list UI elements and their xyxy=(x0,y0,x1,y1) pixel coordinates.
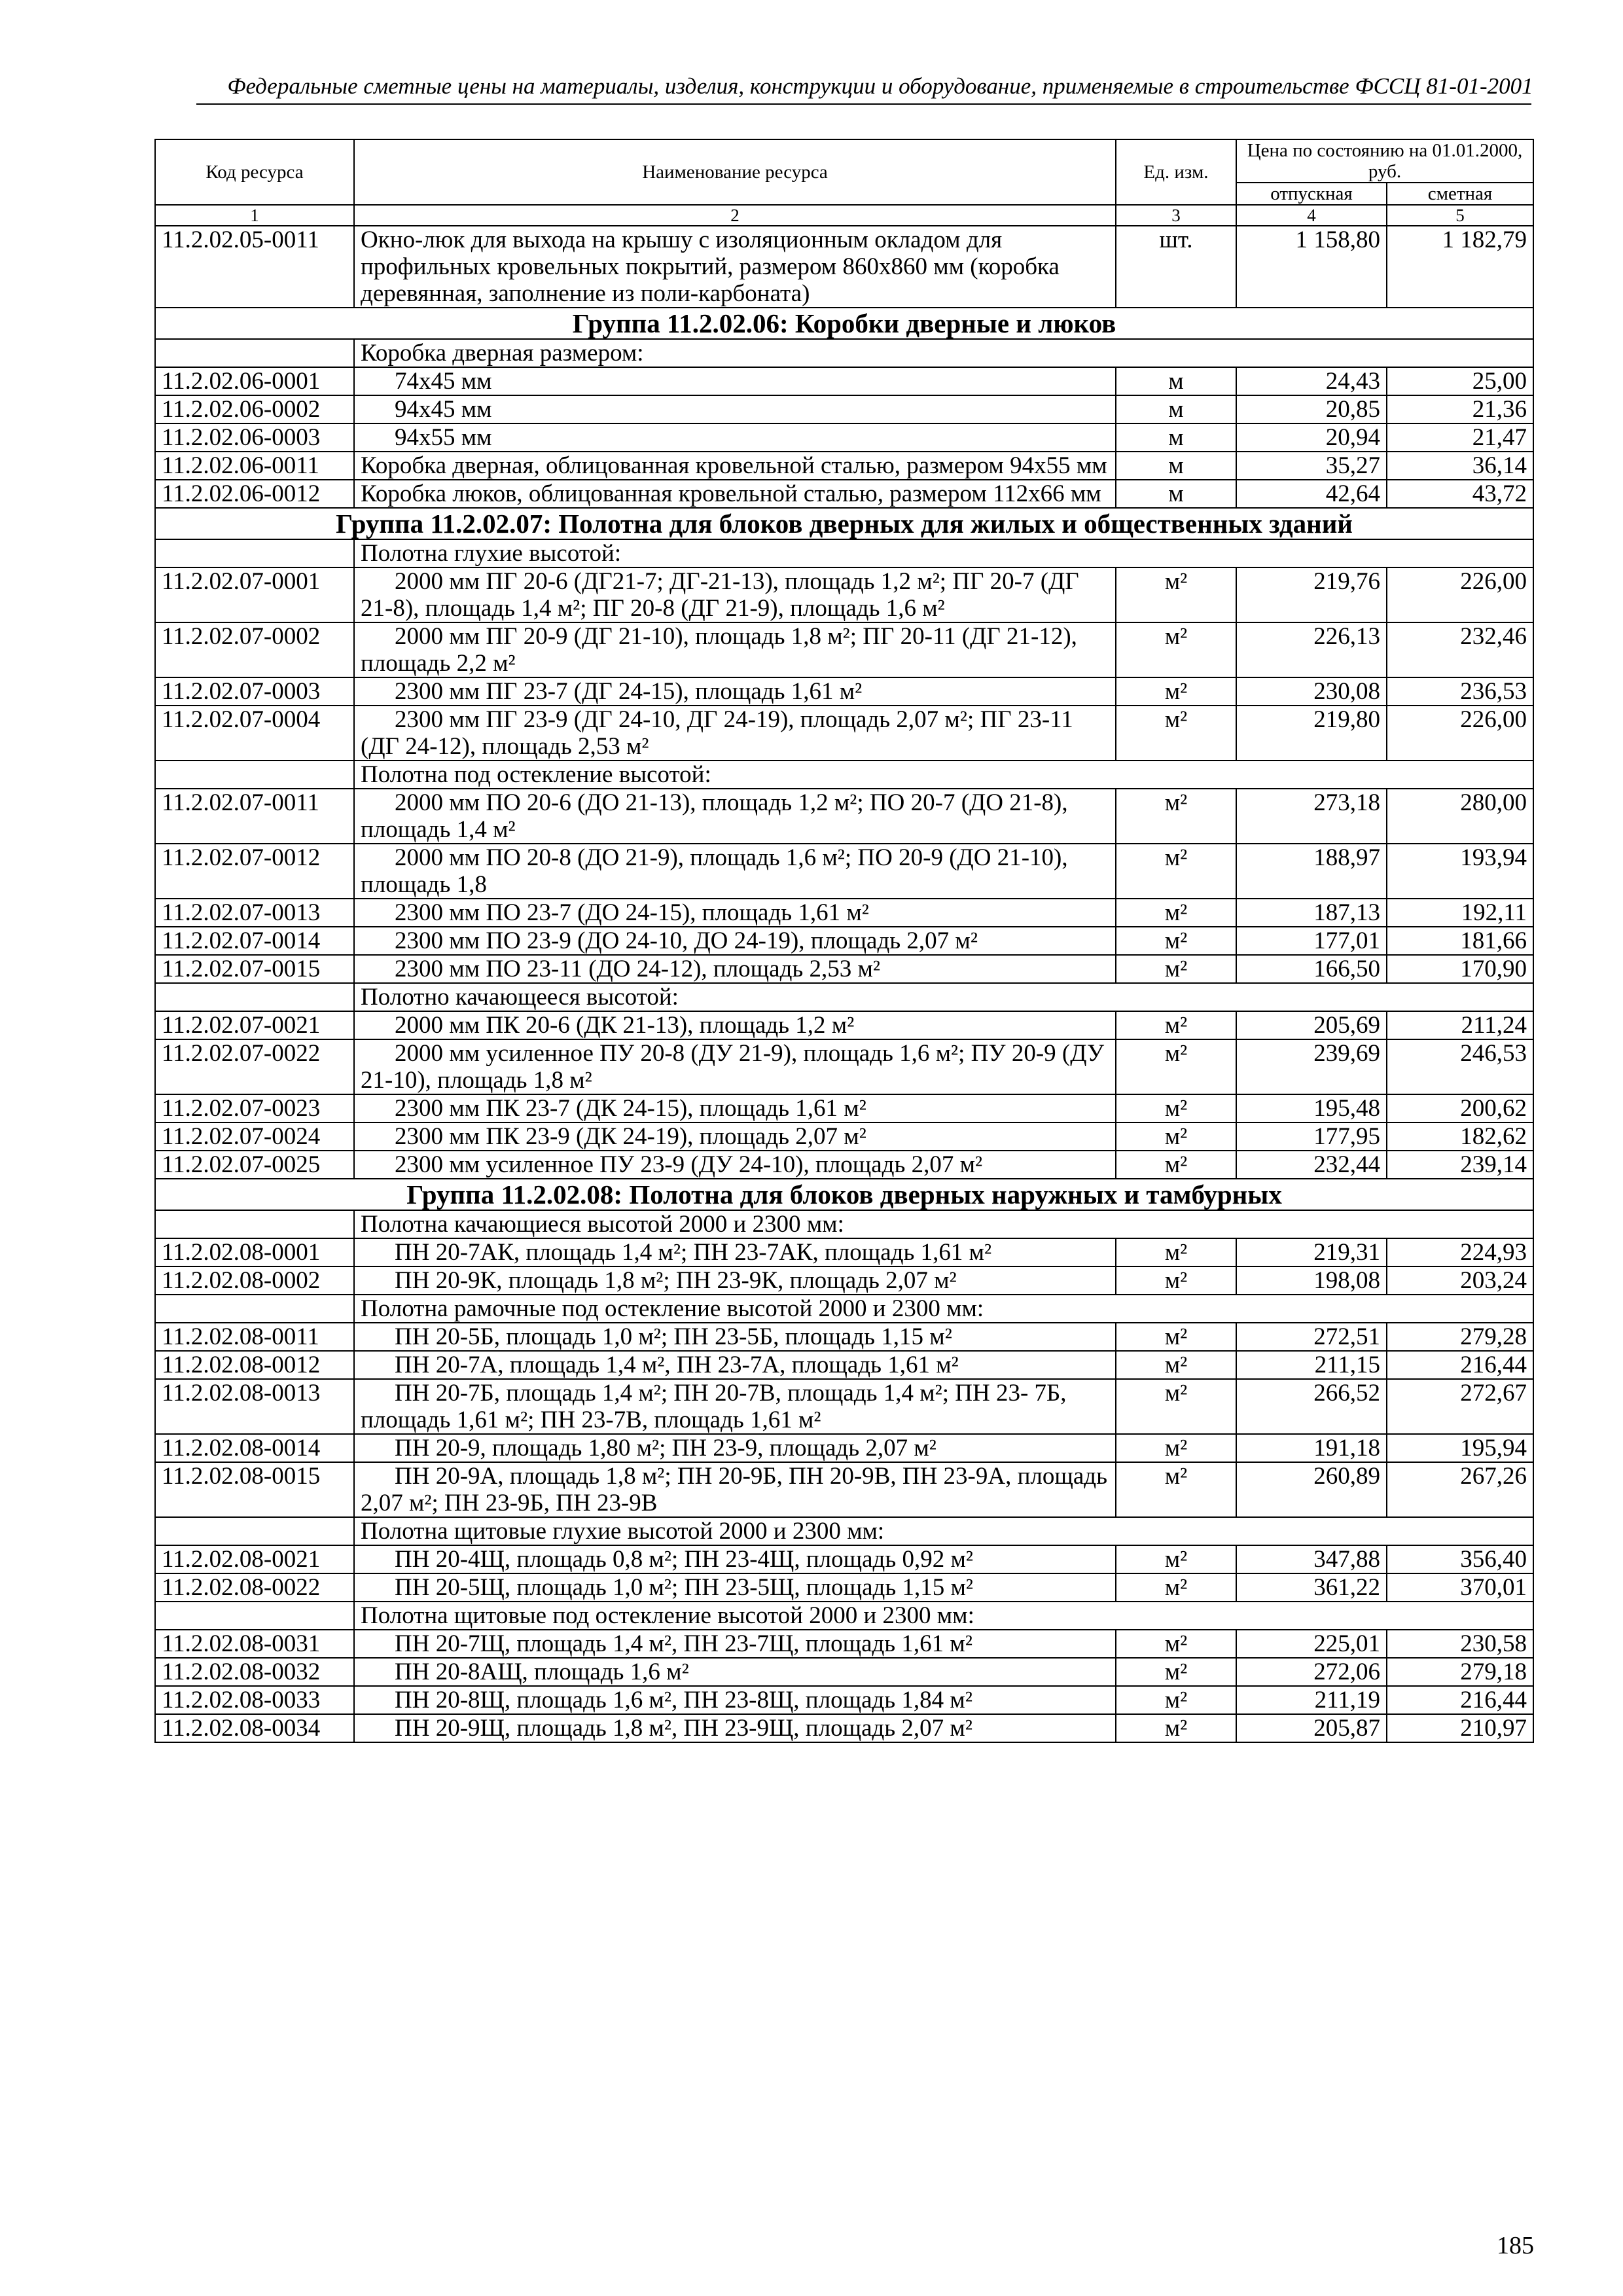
resource-name: 2300 мм ПК 23-9 (ДК 24-19), площадь 2,07 м² xyxy=(354,1122,1116,1151)
table-row xyxy=(155,1039,1533,1094)
release-price: 198,08 xyxy=(1236,1266,1387,1295)
table-row xyxy=(155,1094,1533,1122)
resource-unit: м² xyxy=(1116,1379,1236,1434)
estimate-price: 279,28 xyxy=(1387,1323,1533,1351)
release-price: 260,89 xyxy=(1236,1462,1387,1517)
resource-unit: м² xyxy=(1116,1714,1236,1742)
resource-name: 2300 мм ПГ 23-7 (ДГ 24-15), площадь 1,61 м² xyxy=(354,677,1116,706)
resource-code: 11.2.02.07-0014 xyxy=(155,927,354,955)
release-price: 35,27 xyxy=(1236,452,1387,480)
estimate-price: 267,26 xyxy=(1387,1462,1533,1517)
table-row xyxy=(155,677,1533,706)
resource-code: 11.2.02.08-0002 xyxy=(155,1266,354,1295)
release-price: 191,18 xyxy=(1236,1434,1387,1462)
estimate-price: 239,14 xyxy=(1387,1151,1533,1179)
release-price: 20,85 xyxy=(1236,395,1387,423)
empty-cell xyxy=(155,983,354,1011)
subheading-row xyxy=(155,1295,1533,1323)
estimate-price: 195,94 xyxy=(1387,1434,1533,1462)
estimate-price: 181,66 xyxy=(1387,927,1533,955)
release-price: 219,80 xyxy=(1236,706,1387,761)
estimate-price: 211,24 xyxy=(1387,1011,1533,1039)
resource-unit: м² xyxy=(1116,567,1236,622)
release-price: 24,43 xyxy=(1236,367,1387,395)
release-price: 239,69 xyxy=(1236,1039,1387,1094)
estimate-price: 36,14 xyxy=(1387,452,1533,480)
estimate-price: 226,00 xyxy=(1387,567,1533,622)
table-row xyxy=(155,1573,1533,1602)
group-header-row xyxy=(155,308,1533,339)
group-title: Группа 11.2.02.07: Полотна для блоков дверных для жилых и общественных зданий xyxy=(155,508,1533,539)
empty-cell xyxy=(155,539,354,567)
table-row xyxy=(155,899,1533,927)
resource-code: 11.2.02.07-0023 xyxy=(155,1094,354,1122)
resource-name: ПН 20-7АК, площадь 1,4 м²; ПН 23-7АК, площадь 1,61 м² xyxy=(354,1238,1116,1266)
resource-unit: м² xyxy=(1116,1094,1236,1122)
resource-unit: м xyxy=(1116,423,1236,452)
resource-unit: м² xyxy=(1116,1011,1236,1039)
estimate-price: 216,44 xyxy=(1387,1351,1533,1379)
table-row xyxy=(155,927,1533,955)
resource-unit: м² xyxy=(1116,955,1236,983)
resource-code: 11.2.02.08-0022 xyxy=(155,1573,354,1602)
release-price: 166,50 xyxy=(1236,955,1387,983)
estimate-price: 170,90 xyxy=(1387,955,1533,983)
release-price: 211,19 xyxy=(1236,1686,1387,1714)
resource-code: 11.2.02.06-0012 xyxy=(155,480,354,508)
estimate-price: 246,53 xyxy=(1387,1039,1533,1094)
resource-unit: м² xyxy=(1116,1630,1236,1658)
resource-unit: м² xyxy=(1116,706,1236,761)
resource-name: ПН 20-9, площадь 1,80 м²; ПН 23-9, площадь 2,07 м² xyxy=(354,1434,1116,1462)
release-price: 195,48 xyxy=(1236,1094,1387,1122)
page-number: 185 xyxy=(1497,2232,1534,2259)
resource-unit: м² xyxy=(1116,844,1236,899)
resource-unit: м² xyxy=(1116,1573,1236,1602)
release-price: 230,08 xyxy=(1236,677,1387,706)
resource-unit: м xyxy=(1116,452,1236,480)
table-row xyxy=(155,955,1533,983)
subheading-row xyxy=(155,761,1533,789)
subheading-text: Полотна рамочные под остекление высотой 2000 и 2300 мм: xyxy=(354,1295,1533,1323)
estimate-price: 279,18 xyxy=(1387,1658,1533,1686)
resource-code: 11.2.02.07-0021 xyxy=(155,1011,354,1039)
table-row xyxy=(155,844,1533,899)
release-price: 177,01 xyxy=(1236,927,1387,955)
resource-code: 11.2.02.07-0002 xyxy=(155,622,354,677)
estimate-price: 280,00 xyxy=(1387,789,1533,844)
resource-unit: м² xyxy=(1116,899,1236,927)
empty-cell xyxy=(155,1517,354,1545)
resource-code: 11.2.02.07-0004 xyxy=(155,706,354,761)
resource-unit: м² xyxy=(1116,1238,1236,1266)
resource-name: Коробка дверная, облицованная кровельной сталью, размером 94х55 мм xyxy=(354,452,1116,480)
resource-name: ПН 20-7А, площадь 1,4 м², ПН 23-7А, площадь 1,61 м² xyxy=(354,1351,1116,1379)
table-header-row xyxy=(155,139,1533,183)
resource-code: 11.2.02.06-0011 xyxy=(155,452,354,480)
resource-code: 11.2.02.08-0031 xyxy=(155,1630,354,1658)
resource-unit: м² xyxy=(1116,789,1236,844)
release-price: 266,52 xyxy=(1236,1379,1387,1434)
empty-cell xyxy=(155,339,354,367)
release-price: 347,88 xyxy=(1236,1545,1387,1573)
empty-cell xyxy=(155,1295,354,1323)
release-price: 1 158,80 xyxy=(1236,226,1387,308)
resource-code: 11.2.02.08-0011 xyxy=(155,1323,354,1351)
resource-unit: м² xyxy=(1116,1151,1236,1179)
table-row xyxy=(155,1351,1533,1379)
resource-name: 2000 мм ПО 20-8 (ДО 21-9), площадь 1,6 м²; ПО 20-9 (ДО 21-10), площадь 1,8 xyxy=(354,844,1116,899)
table-row xyxy=(155,789,1533,844)
header-name: Наименование ресурса xyxy=(354,139,1116,205)
table-row xyxy=(155,1122,1533,1151)
column-number: 5 xyxy=(1387,205,1533,226)
resource-code: 11.2.02.07-0025 xyxy=(155,1151,354,1179)
resource-unit: м² xyxy=(1116,1323,1236,1351)
table-row xyxy=(155,423,1533,452)
estimate-price: 203,24 xyxy=(1387,1266,1533,1295)
estimate-price: 356,40 xyxy=(1387,1545,1533,1573)
resource-unit: м² xyxy=(1116,1266,1236,1295)
empty-cell xyxy=(155,1602,354,1630)
table-row xyxy=(155,480,1533,508)
resource-name: 94х45 мм xyxy=(354,395,1116,423)
resource-unit: м² xyxy=(1116,927,1236,955)
resource-name: ПН 20-9К, площадь 1,8 м²; ПН 23-9К, площадь 2,07 м² xyxy=(354,1266,1116,1295)
resource-code: 11.2.02.07-0013 xyxy=(155,899,354,927)
running-header: Федеральные сметные цены на материалы, изделия, конструкции и оборудование, применяемые в строительстве ФССЦ 81-01-2001 xyxy=(227,73,1533,99)
table-row xyxy=(155,1686,1533,1714)
resource-name: ПН 20-4Щ, площадь 0,8 м²; ПН 23-4Щ, площадь 0,92 м² xyxy=(354,1545,1116,1573)
resource-code: 11.2.02.08-0032 xyxy=(155,1658,354,1686)
subheading-row xyxy=(155,983,1533,1011)
table-row xyxy=(155,1658,1533,1686)
release-price: 273,18 xyxy=(1236,789,1387,844)
header-price-group: Цена по состоянию на 01.01.2000, руб. xyxy=(1236,139,1533,183)
table-row xyxy=(155,1011,1533,1039)
resource-name: ПН 20-7Щ, площадь 1,4 м², ПН 23-7Щ, площадь 1,61 м² xyxy=(354,1630,1116,1658)
column-numbers-row xyxy=(155,205,1533,226)
resource-name: 2300 мм усиленное ПУ 23-9 (ДУ 24-10), площадь 2,07 м² xyxy=(354,1151,1116,1179)
estimate-price: 25,00 xyxy=(1387,367,1533,395)
table-row xyxy=(155,1379,1533,1434)
estimate-price: 1 182,79 xyxy=(1387,226,1533,308)
release-price: 20,94 xyxy=(1236,423,1387,452)
resource-unit: м xyxy=(1116,395,1236,423)
release-price: 361,22 xyxy=(1236,1573,1387,1602)
estimate-price: 230,58 xyxy=(1387,1630,1533,1658)
resource-code: 11.2.02.08-0012 xyxy=(155,1351,354,1379)
release-price: 232,44 xyxy=(1236,1151,1387,1179)
release-price: 219,76 xyxy=(1236,567,1387,622)
estimate-price: 236,53 xyxy=(1387,677,1533,706)
estimate-price: 224,93 xyxy=(1387,1238,1533,1266)
resource-name: 2000 мм ПК 20-6 (ДК 21-13), площадь 1,2 м² xyxy=(354,1011,1116,1039)
column-number: 4 xyxy=(1236,205,1387,226)
resource-code: 11.2.02.07-0015 xyxy=(155,955,354,983)
resource-name: ПН 20-9А, площадь 1,8 м²; ПН 20-9Б, ПН 20-9В, ПН 23-9А, площадь 2,07 м²; ПН 23-9Б, ПН 23-9В xyxy=(354,1462,1116,1517)
resource-name: 2300 мм ПО 23-7 (ДО 24-15), площадь 1,61 м² xyxy=(354,899,1116,927)
release-price: 187,13 xyxy=(1236,899,1387,927)
resource-unit: м² xyxy=(1116,1658,1236,1686)
header-code: Код ресурса xyxy=(155,139,354,205)
resource-unit: м² xyxy=(1116,622,1236,677)
resource-unit: м xyxy=(1116,480,1236,508)
resource-unit: шт. xyxy=(1116,226,1236,308)
release-price: 188,97 xyxy=(1236,844,1387,899)
resource-code: 11.2.02.08-0013 xyxy=(155,1379,354,1434)
group-title: Группа 11.2.02.08: Полотна для блоков дверных наружных и тамбурных xyxy=(155,1179,1533,1210)
resource-unit: м² xyxy=(1116,1686,1236,1714)
resource-unit: м² xyxy=(1116,1545,1236,1573)
resource-name: 2000 мм ПО 20-6 (ДО 21-13), площадь 1,2 м²; ПО 20-7 (ДО 21-8), площадь 1,4 м² xyxy=(354,789,1116,844)
estimate-price: 272,67 xyxy=(1387,1379,1533,1434)
resource-unit: м² xyxy=(1116,677,1236,706)
resource-code: 11.2.02.08-0014 xyxy=(155,1434,354,1462)
subheading-row xyxy=(155,1210,1533,1238)
resource-name: ПН 20-8Щ, площадь 1,6 м², ПН 23-8Щ, площадь 1,84 м² xyxy=(354,1686,1116,1714)
resource-name: Коробка люков, облицованная кровельной сталью, размером 112х66 мм xyxy=(354,480,1116,508)
resource-name: 2300 мм ПО 23-9 (ДО 24-10, ДО 24-19), площадь 2,07 м² xyxy=(354,927,1116,955)
estimate-price: 182,62 xyxy=(1387,1122,1533,1151)
subheading-row xyxy=(155,1602,1533,1630)
column-number: 3 xyxy=(1116,205,1236,226)
estimate-price: 192,11 xyxy=(1387,899,1533,927)
resource-name: ПН 20-8АЩ, площадь 1,6 м² xyxy=(354,1658,1116,1686)
resource-unit: м² xyxy=(1116,1039,1236,1094)
release-price: 205,87 xyxy=(1236,1714,1387,1742)
resource-name: 94х55 мм xyxy=(354,423,1116,452)
table-row xyxy=(155,622,1533,677)
subheading-text: Полотна щитовые глухие высотой 2000 и 2300 мм: xyxy=(354,1517,1533,1545)
resource-name: 2000 мм ПГ 20-9 (ДГ 21-10), площадь 1,8 м²; ПГ 20-11 (ДГ 21-12), площадь 2,2 м² xyxy=(354,622,1116,677)
table-row xyxy=(155,567,1533,622)
table-row xyxy=(155,1266,1533,1295)
table-row xyxy=(155,1434,1533,1462)
table-row xyxy=(155,1238,1533,1266)
empty-cell xyxy=(155,761,354,789)
table-row xyxy=(155,1151,1533,1179)
estimate-price: 210,97 xyxy=(1387,1714,1533,1742)
resource-code: 11.2.02.08-0033 xyxy=(155,1686,354,1714)
resource-name: 2300 мм ПО 23-11 (ДО 24-12), площадь 2,53 м² xyxy=(354,955,1116,983)
estimate-price: 193,94 xyxy=(1387,844,1533,899)
subheading-text: Полотно качающееся высотой: xyxy=(354,983,1533,1011)
estimate-price: 232,46 xyxy=(1387,622,1533,677)
table-row xyxy=(155,1630,1533,1658)
resource-name: Окно-люк для выхода на крышу с изоляционным окладом для профильных кровельных покрытий, размером 860х860 мм (коробка деревянная, заполнение из поли-карбоната) xyxy=(354,226,1116,308)
price-table xyxy=(154,139,1534,1743)
resource-code: 11.2.02.07-0024 xyxy=(155,1122,354,1151)
subheading-row xyxy=(155,1517,1533,1545)
resource-name: 2000 мм усиленное ПУ 20-8 (ДУ 21-9), площадь 1,6 м²; ПУ 20-9 (ДУ 21-10), площадь 1,8 м² xyxy=(354,1039,1116,1094)
table-row xyxy=(155,706,1533,761)
empty-cell xyxy=(155,1210,354,1238)
subheading-row xyxy=(155,339,1533,367)
resource-code: 11.2.02.06-0003 xyxy=(155,423,354,452)
subheading-row xyxy=(155,539,1533,567)
release-price: 272,51 xyxy=(1236,1323,1387,1351)
group-header-row xyxy=(155,1179,1533,1210)
release-price: 205,69 xyxy=(1236,1011,1387,1039)
resource-code: 11.2.02.08-0001 xyxy=(155,1238,354,1266)
resource-code: 11.2.02.07-0001 xyxy=(155,567,354,622)
resource-name: ПН 20-5Б, площадь 1,0 м²; ПН 23-5Б, площадь 1,15 м² xyxy=(354,1323,1116,1351)
estimate-price: 43,72 xyxy=(1387,480,1533,508)
resource-code: 11.2.02.08-0021 xyxy=(155,1545,354,1573)
table-row xyxy=(155,1714,1533,1742)
release-price: 177,95 xyxy=(1236,1122,1387,1151)
header-unit: Ед. изм. xyxy=(1116,139,1236,205)
resource-unit: м² xyxy=(1116,1122,1236,1151)
group-header-row xyxy=(155,508,1533,539)
table-row xyxy=(155,367,1533,395)
resource-code: 11.2.02.07-0011 xyxy=(155,789,354,844)
subheading-text: Коробка дверная размером: xyxy=(354,339,1533,367)
resource-unit: м² xyxy=(1116,1434,1236,1462)
release-price: 225,01 xyxy=(1236,1630,1387,1658)
release-price: 42,64 xyxy=(1236,480,1387,508)
resource-code: 11.2.02.08-0015 xyxy=(155,1462,354,1517)
group-title: Группа 11.2.02.06: Коробки дверные и люков xyxy=(155,308,1533,339)
resource-name: 2300 мм ПК 23-7 (ДК 24-15), площадь 1,61 м² xyxy=(354,1094,1116,1122)
estimate-price: 370,01 xyxy=(1387,1573,1533,1602)
resource-code: 11.2.02.06-0001 xyxy=(155,367,354,395)
resource-code: 11.2.02.07-0022 xyxy=(155,1039,354,1094)
table-row xyxy=(155,452,1533,480)
header-release-price: отпускная xyxy=(1236,183,1387,205)
resource-name: ПН 20-9Щ, площадь 1,8 м², ПН 23-9Щ, площадь 2,07 м² xyxy=(354,1714,1116,1742)
resource-unit: м² xyxy=(1116,1462,1236,1517)
subheading-text: Полотна качающиеся высотой 2000 и 2300 мм: xyxy=(354,1210,1533,1238)
table-row xyxy=(155,395,1533,423)
resource-name: 74х45 мм xyxy=(354,367,1116,395)
column-number: 2 xyxy=(354,205,1116,226)
resource-code: 11.2.02.05-0011 xyxy=(155,226,354,308)
subheading-text: Полотна под остекление высотой: xyxy=(354,761,1533,789)
estimate-price: 216,44 xyxy=(1387,1686,1533,1714)
resource-unit: м xyxy=(1116,367,1236,395)
release-price: 219,31 xyxy=(1236,1238,1387,1266)
subheading-text: Полотна щитовые под остекление высотой 2000 и 2300 мм: xyxy=(354,1602,1533,1630)
subheading-text: Полотна глухие высотой: xyxy=(354,539,1533,567)
header-rule xyxy=(196,103,1531,105)
table-row xyxy=(155,1323,1533,1351)
estimate-price: 21,36 xyxy=(1387,395,1533,423)
header-estimate-price: сметная xyxy=(1387,183,1533,205)
table-row xyxy=(155,226,1533,308)
resource-code: 11.2.02.07-0003 xyxy=(155,677,354,706)
release-price: 226,13 xyxy=(1236,622,1387,677)
resource-code: 11.2.02.07-0012 xyxy=(155,844,354,899)
resource-code: 11.2.02.06-0002 xyxy=(155,395,354,423)
resource-name: 2000 мм ПГ 20-6 (ДГ21-7; ДГ-21-13), площадь 1,2 м²; ПГ 20-7 (ДГ 21-8), площадь 1,4 м²; ПГ 20-8 (ДГ 21-9), площадь 1,6 м² xyxy=(354,567,1116,622)
table-row xyxy=(155,1462,1533,1517)
resource-name: 2300 мм ПГ 23-9 (ДГ 24-10, ДГ 24-19), площадь 2,07 м²; ПГ 23-11 (ДГ 24-12), площадь 2,53 м² xyxy=(354,706,1116,761)
table-row xyxy=(155,1545,1533,1573)
estimate-price: 200,62 xyxy=(1387,1094,1533,1122)
release-price: 272,06 xyxy=(1236,1658,1387,1686)
estimate-price: 226,00 xyxy=(1387,706,1533,761)
resource-code: 11.2.02.08-0034 xyxy=(155,1714,354,1742)
resource-unit: м² xyxy=(1116,1351,1236,1379)
column-number: 1 xyxy=(155,205,354,226)
table-body xyxy=(155,226,1533,1742)
release-price: 211,15 xyxy=(1236,1351,1387,1379)
resource-name: ПН 20-7Б, площадь 1,4 м²; ПН 20-7В, площадь 1,4 м²; ПН 23- 7Б, площадь 1,61 м²; ПН 23-7В, площадь 1,61 м² xyxy=(354,1379,1116,1434)
estimate-price: 21,47 xyxy=(1387,423,1533,452)
resource-name: ПН 20-5Щ, площадь 1,0 м²; ПН 23-5Щ, площадь 1,15 м² xyxy=(354,1573,1116,1602)
